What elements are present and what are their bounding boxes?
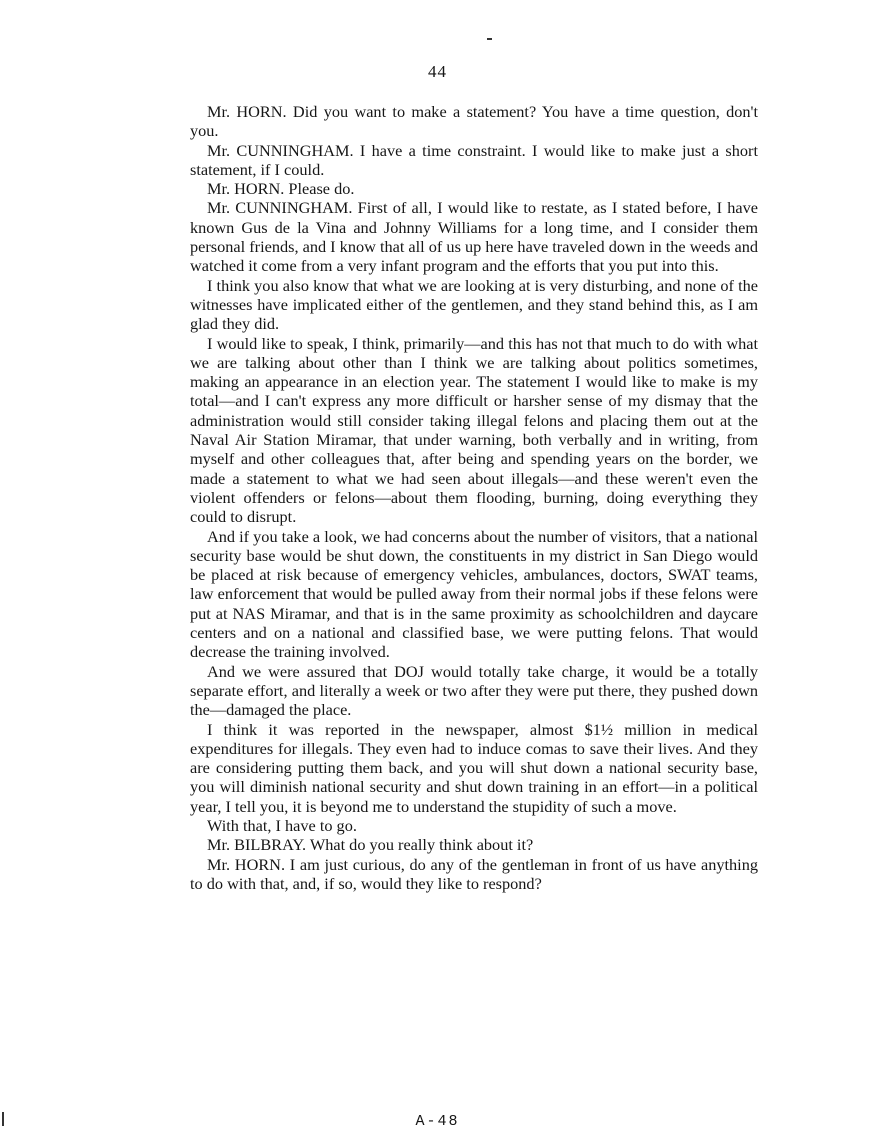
paragraph: Mr. CUNNINGHAM. I have a time constraint. I would like to make just a short statement, if I could. [190,140,758,179]
hearing-transcript [190,102,758,893]
paragraph: I think you also know that what we are looking at is very disturbing, and none of the witnesses have implicated either of the gentlemen, and they stand behind this, as I am glad they did. [190,275,758,334]
page-number: 44 [428,62,447,81]
scan-speck [487,38,492,40]
paragraph: And if you take a look, we had concerns about the number of visitors, that a national security base would be shut down, the constituents in my district in San Diego would be placed at risk because of emergency vehicles, ambulances, doctors, SWAT teams, law enforcement that would be pulled away from their normal jobs if these felons were put at NAS Miramar, and that is in the same proximity as schoolchildren and daycare centers and on a national and classified base, we were putting felons. That would decrease the training involved. [190,526,758,662]
paragraph: Mr. CUNNINGHAM. First of all, I would like to restate, as I stated before, I have known Gus de la Vina and Johnny Williams for a long time, and I consider them personal friends, and I know that all of us up here have traveled down in the weeds and watched it come from a very infant program and the efforts that you put into this. [190,198,758,276]
appendix-page-label: A-48 [415,1113,460,1130]
paragraph: Mr. HORN. Please do. [207,179,355,199]
paragraph: Mr. HORN. I am just curious, do any of the gentleman in front of us have anything to do with that, and, if so, would they like to respond? [190,854,758,893]
paragraph: With that, I have to go. [207,815,357,835]
paragraph: I would like to speak, I think, primarily—and this has not that much to do with what we are talking about other than I think we are talking about politics sometimes, making an appearance in an election year. The statement I would like to make is my total—and I can't express any more difficult or harsher sense of my dismay that the administration would still consider taking illegal felons and placing them out at the Naval Air Station Miramar, that under warning, both verbally and in writing, from myself and other colleagues that, after being and spending years on the border, we made a statement to what we had seen about illegals—and these weren't even the violent offenders or felons—about them flooding, burning, doing everything they could to disrupt. [190,333,758,527]
paragraph: Mr. HORN. Did you want to make a statement? You have a time question, don't you. [190,102,758,141]
paragraph: And we were assured that DOJ would totally take charge, it would be a totally separate effort, and literally a week or two after they were put there, they pushed down the—damaged the place. [190,661,758,720]
scan-speck [2,1112,4,1126]
paragraph: I think it was reported in the newspaper, almost $1½ million in medical expenditures for illegals. They even had to induce comas to save their lives. And they are considering putting them back, and you will shut down a national security base, you will diminish national security and shut down training in an effort—in a political year, I tell you, it is beyond me to understand the stupidity of such a move. [190,719,758,816]
paragraph: Mr. BILBRAY. What do you really think about it? [207,835,534,855]
